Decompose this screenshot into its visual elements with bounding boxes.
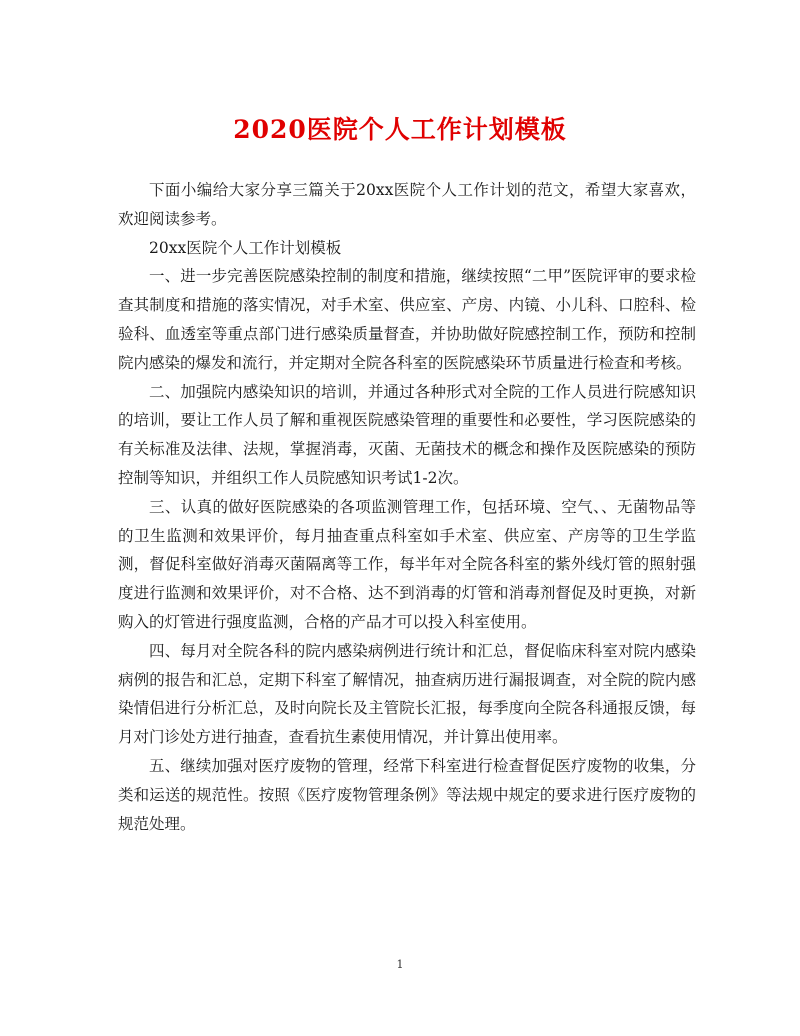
intro-paragraph: 下面小编给大家分享三篇关于20xx医院个人工作计划的范文，希望大家喜欢，欢迎阅读参考。 [118,181,696,228]
paragraph-item-3: 三、认真的做好医院感染的各项监测管理工作，包括环境、空气、、无菌物品等的卫生监测和效果评价，每月抽查重点科室如手术室、供应室、产房等的卫生学监测，督促科室做好消毒灭菌隔离等工作，每半年对全院各科室的紫外线灯管的照射强度进行监测和效果评价，对不合格、达不到消毒的灯管和消毒剂督促及时更换，对新购入的灯管进行强度监测，合格的产品才可以投入科室使用。 [118,497,696,631]
paragraph-item-5: 五、继续加强对医疗废物的管理，经常下科室进行检查督促医疗废物的收集，分类和运送的规范性。按照《医疗废物管理条例》等法规中规定的要求进行医疗废物的规范处理。 [118,756,696,833]
paragraph-item-1: 一、进一步完善医院感染控制的制度和措施，继续按照“二甲”医院评审的要求检查其制度和措施的落实情况，对手术室、供应室、产房、内镜、小儿科、口腔科、检验科、血透室等重点部门进行感染质量督查，并协助做好院感控制工作，预防和控制院内感染的爆发和流行，并定期对全院各科室的医院感染环节质量进行检查和考核。 [118,267,696,372]
section-heading: 20xx医院个人工作计划模板 [149,238,342,257]
document-title: 2020医院个人工作计划模板 [233,115,567,144]
document-body [118,176,696,838]
paragraph-item-2: 二、加强院内感染知识的培训，并通过各种形式对全院的工作人员进行院感知识的培训，要让工作人员了解和重视医院感染管理的重要性和必要性，学习医院感染的有关标准及法律、法规，掌握消毒，灭菌、无菌技术的概念和操作及医院感染的预防控制等知识，并组织工作人员院感知识考试1-2次。 [118,382,696,487]
page-number: 1 [396,958,404,971]
paragraph-item-4: 四、每月对全院各科的院内感染病例进行统计和汇总，督促临床科室对院内感染病例的报告和汇总，定期下科室了解情况，抽查病历进行漏报调查，对全院的院内感染情侣进行分析汇总，及时向院长及主管院长汇报，每季度向全院各科通报反馈，每月对门诊处方进行抽查，查看抗生素使用情况，并计算出使用率。 [118,641,696,747]
